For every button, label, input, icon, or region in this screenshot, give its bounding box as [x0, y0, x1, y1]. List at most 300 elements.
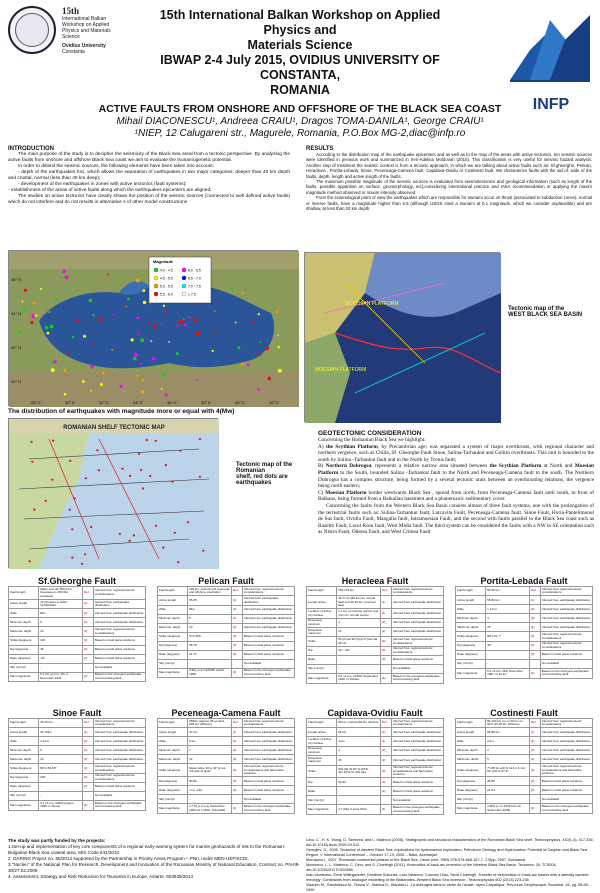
west-map-label: MOESIAN PLATFORM: [315, 367, 367, 373]
introduction-section: [8, 146, 290, 206]
fault-table-cell: Not available: [93, 792, 145, 801]
earthquake-dot: [47, 332, 50, 335]
earthquake-dot: [241, 363, 244, 366]
earthquake-dot: [133, 357, 136, 360]
intro-paragraph: The studies on active tectonics have clearly shown the position of the seismic sources (connected to well defined active faults) which do not interfere and do not results in alternative s of other model constructions: [8, 194, 290, 205]
fault-block: [8, 576, 146, 682]
earthquake-dot: [174, 532, 176, 534]
fault-table-cell: 125 km, assuming 8 segments and offshore orientation: [189, 586, 230, 595]
geotectonic-section: [318, 430, 594, 536]
fault-table-row: [307, 796, 444, 805]
fault-table-cell: Minimum depth: [9, 746, 39, 755]
fault-table-cell: 6.2 ml (no. 21300) September 1949, in Vidraru: [337, 674, 381, 683]
fault-table-cell: [3]: [82, 636, 93, 645]
fault-table-cell: 70 (Simplex in Gdivi-Lezhi/Kalai): [39, 599, 83, 608]
fault-table-cell: Based on fault plane solutions: [242, 632, 294, 641]
fault-table-cell: Based on fault plane solutions: [540, 786, 592, 795]
fault-table-cell: Strike: [307, 765, 337, 778]
earthquake-dot: [238, 346, 241, 349]
fault-table-cell: Based on fault plane solutions: [391, 778, 443, 787]
longitude-label: 28° E: [31, 400, 41, 405]
fault-table-cell: 80-90: [188, 777, 232, 786]
fault-table-cell: Based on the strongest earthquake occurred along fault: [242, 668, 294, 677]
fault-table-cell: 25: [486, 623, 530, 632]
fault-table-cell: 21-54: [486, 786, 530, 795]
fault-table-row: [158, 746, 295, 755]
earthquake-dot: [129, 475, 131, 477]
fault-table-cell: Strike (degrees): [456, 764, 486, 777]
earthquake-dot: [257, 388, 260, 391]
fault-table-cell: [3]: [529, 777, 540, 786]
fault-table-cell: Not available: [242, 795, 294, 804]
fault-table-cell: -1 to -160: [188, 786, 232, 795]
latitude-label: 46° N: [11, 277, 22, 282]
fault-table-cell: [82, 663, 93, 672]
fault-table-cell: [3]: [82, 645, 93, 654]
fault-table-row: [9, 783, 146, 792]
fault-table-cell: 35-40 km: [39, 719, 83, 728]
fault-table-cell: Inferred from earthquake distribution: [242, 605, 294, 614]
earthquake-dot: [69, 460, 71, 462]
fault-table-row: [158, 777, 295, 786]
fault-table-cell: Inferred from regional tectonic considerations: [540, 587, 592, 596]
legend-label: 5.5 - 6.0: [160, 292, 173, 297]
earthquake-dot: [276, 310, 279, 313]
earthquake-dot: [138, 333, 140, 335]
fault-table-cell: Inferred from regional tectonic considerations and fault plane solutions: [540, 764, 592, 777]
fault-table-cell: Based on the strongest earthquake occurred along fault: [242, 804, 294, 813]
legend-swatch: [182, 292, 186, 296]
fault-table-row: [9, 801, 146, 810]
fault-table-cell: [3]: [82, 773, 93, 782]
fault-table-cell: [1]: [82, 599, 93, 608]
west-basin-caption: Tectonic map of the WEST BLACK SEA BASIN: [508, 306, 583, 318]
fault-table-row: [307, 674, 444, 683]
fault-table-row: [456, 669, 593, 678]
earthquake-dot: [196, 379, 198, 381]
legend-label: 5.0 - 5.5: [160, 284, 173, 289]
earthquake-dot: [69, 509, 71, 511]
fault-table-cell: [3]: [380, 778, 391, 787]
fault-table-cell: Max magnitude: [307, 674, 337, 683]
fault-table-cell: Inferred from regional tectonic considerations: [391, 646, 443, 655]
earthquake-dot: [166, 311, 168, 313]
fault-table-cell: NW-SE (N 60° E-80°E, 30°-40°E for SW dip): [337, 765, 381, 778]
fault-table-cell: Dimension maximum: [307, 628, 337, 637]
earthquake-dot: [155, 440, 157, 442]
fault-table-cell: 35-90: [486, 777, 530, 786]
intro-paragraph: The main purpose of the study is to decipher the seismicity of the Black Sea areal from a tectonic perspective. By analyzing the active faults from onshore and offshore Black Sea coast we aim to evaluate the tsunamogenetic potential.: [8, 152, 290, 163]
results-paragraph: The maximum possible magnitude of the seismic sources is evaluated from seismotectonics and geological information (such as length of the faults, possible apparition on surface, geomorphology, etc),considering international practice and IAEA recommendation or applying the maxim magnitude method observed or maxim intensity observed.: [306, 179, 592, 195]
earthquake-dot: [161, 388, 163, 390]
results-paragraph: According to the distribution map of the earthquake epicenters and as well as to the map of the areas with active tectonics, ten seismic sources were identified in previous work and summarized in Iren-Adelina Moldovan (2015). This classification is very useful for seismic hazard analysis. Another step of treatment the seismic context is from a tectonic approach, in which we are talking about active faults such as: Sf.gheorghe, Pelican, Heracleea , Portita-Lebada, Sinoe, Peceneaga-Camena fault, Capidava-Ovidiu or Costinesti fault. We characterize faults with the aid of: wide of the faults, depth, length and active length of the faults.: [306, 152, 592, 179]
fault-table-cell: -90: [39, 654, 83, 663]
fault-table-cell: Minimum depth: [456, 614, 486, 623]
fault-table-cell: Dimension minimum: [307, 746, 337, 755]
fault-table-cell: 4 km: [337, 737, 381, 746]
results-heading: RESULTS: [306, 146, 334, 152]
fault-table-row: [158, 659, 295, 668]
fault-table-cell: Fault length: [456, 587, 486, 596]
earthquake-dot: [152, 357, 155, 360]
fault-table-cell: Based on fault plane solutions: [391, 656, 443, 665]
earthquake-dot: [177, 321, 179, 323]
fault-table-cell: Inferred from earthquake distribution: [391, 756, 443, 765]
funding-section: The study was partly funded by the projects: 1.Set-up and implementation of key core components of a regional early-warning system for marine geohazards of risk to the Romanian-Bulgarian Black Sea coastal area. MIS Code 641/2010. 2. DARING Project no. 69/2014 supported by the Partnership in Priority Areas Program – PNII, under MEN-UEFISCDI. 3."Nucleu" of the National Plan for Research, Development and Innovation of the Romanian Ministry of National Education, Contract no. PN-09-30/27.02.2009 4. Assessment, Strategy and Risk Reduction for Tsunamis in Europe, Astarte, 603839/2013: [8, 838, 300, 879]
fault-table-row: [9, 663, 146, 672]
fault-table-row: [9, 746, 146, 755]
fault-table-cell: Dip: [307, 778, 337, 787]
fault-table-cell: Inferred from earthquake distribution: [391, 737, 443, 746]
fault-table-row: [456, 804, 593, 813]
fault-table-cell: 45: [337, 756, 381, 765]
fault-table-header: [456, 587, 593, 596]
fault-table-cell: Rake (degrees): [456, 786, 486, 795]
fault-table-row: [307, 756, 444, 765]
earthquake-dot: [31, 441, 33, 443]
earthquake-dot: [187, 521, 189, 523]
fault-table-cell: Maximum depth: [9, 755, 39, 764]
fault-table-cell: Slip (mm/yr): [456, 660, 486, 669]
earthquake-dot: [231, 287, 233, 289]
earthquake-dot: [24, 289, 27, 292]
fault-table: [157, 718, 295, 814]
fault-table-cell: Ref: [529, 587, 540, 596]
fault-table-cell: 4: [337, 746, 381, 755]
fault-table: [8, 586, 146, 682]
fault-table-cell: Based on the strongest earthquake occurred along fault: [540, 804, 592, 813]
fault-table-cell: [1]: [380, 609, 391, 618]
fault-table-cell: 13: [188, 755, 232, 764]
fault-table-header: [158, 719, 295, 728]
earthquake-dot: [82, 380, 85, 383]
fault-table-cell: [380, 665, 391, 674]
fault-table-row: [456, 596, 593, 605]
fault-table-cell: -: [337, 656, 381, 665]
earthquake-dot: [93, 343, 95, 345]
fault-table-row: [9, 728, 146, 737]
earthquake-dot: [136, 375, 139, 378]
fault-table-row: [9, 627, 146, 636]
earthquake-dot: [266, 347, 269, 350]
earthquake-dot: [214, 310, 216, 312]
fault-table-cell: [2]: [231, 614, 242, 623]
earthquake-dot: [32, 314, 34, 316]
earthquake-dot: [165, 464, 167, 466]
earthquake-dot: [247, 363, 250, 366]
earthquake-dot: [260, 341, 262, 343]
fault-table-cell: Based on the strongest earthquake occurred along fault: [93, 801, 145, 810]
fault-table-cell: Based on fault plane solutions: [93, 783, 145, 792]
fault-table-cell: Inferred from regional tectonic considerations: [93, 587, 145, 600]
earthquake-dot: [98, 469, 100, 471]
earthquake-dot: [92, 314, 94, 316]
fault-table-cell: Inferred from earthquake distribution: [391, 746, 443, 755]
fault-table-cell: Not available: [391, 796, 443, 805]
longitude-label: 36° E: [167, 400, 177, 405]
fault-table-cell: Inferred from regional tectonic considerations and fault plane solutions: [242, 764, 294, 777]
fault-table-cell: Inferred from regional tectonic considerations: [93, 764, 145, 773]
fault-table-cell: Fault length: [307, 719, 337, 728]
fault-table-cell: Not available: [540, 795, 592, 804]
fault-table: [455, 718, 593, 814]
fault-table-cell: Inferred from earthquake distribution: [93, 609, 145, 618]
fault-table-cell: Wide: [158, 737, 188, 746]
earthquake-dot: [193, 318, 196, 321]
fault-table-cell: [3]: [82, 783, 93, 792]
west-black-sea-tectonic-map: [304, 252, 500, 422]
geotectonic-paragraph: C) Moesian Platform border westwards Black Sea , spread from north, from Peceneaga-Camena fault until south, in front of Balkans, being formed from a Baikalian basement and a phanerozoic sedimentary cover.: [318, 489, 595, 503]
fault-table-cell: [3]: [380, 637, 391, 646]
fault-table-cell: 5: [486, 755, 530, 764]
earthquake-dot: [45, 500, 47, 502]
fault-table-cell: 35-70km: [39, 728, 83, 737]
fault-table-cell: Rake (degrees): [158, 786, 188, 795]
fault-table-cell: Strike (degrees): [456, 632, 486, 641]
fault-table-row: [456, 632, 593, 641]
earthquake-dot: [139, 378, 142, 381]
fault-table-cell: 265km (approx 25 on land; 235 km offshore): [188, 719, 232, 728]
fault-table-row: [456, 641, 593, 650]
romanian-map-banner: ROMANIAN SHELF TECTONIC MAP: [63, 425, 165, 431]
fault-table-cell: [3]: [231, 632, 242, 641]
fault-table-cell: NP1-51,7°: [486, 632, 530, 641]
romanian-shelf-caption: Tectonic map of the Romanian shelf, red dots are earthquakes: [236, 462, 293, 486]
fault-table-cell: Based on the strongest earthquake occurred along fault: [540, 669, 592, 678]
earthquake-dot: [183, 318, 185, 320]
fault-table-cell: 55-65: [188, 596, 232, 605]
fault-table-cell: [3]: [380, 765, 391, 778]
longitude-label: 38° E: [201, 400, 211, 405]
paper-title: ACTIVE FAULTS FROM ONSHORE AND OFFSHORE OF THE BLACK SEA COAST: [98, 103, 502, 115]
earthquake-dot: [126, 306, 128, 308]
fault-table-cell: Inferred from earthquake distribution: [540, 746, 592, 755]
fault-table-cell: -: [486, 651, 530, 660]
fault-table-row: [307, 805, 444, 814]
fault-table-row: [158, 728, 295, 737]
fault-table-cell: Not available: [391, 665, 443, 674]
fault-table-cell: Rake: [307, 656, 337, 665]
fault-table-cell: Inferred from regional tectonic considerations: [540, 719, 592, 728]
fault-table-cell: Based on fault plane solutions: [93, 645, 145, 654]
fault-table-row: [307, 609, 444, 618]
earthquake-dot: [134, 353, 138, 357]
earthquake-dot: [119, 533, 121, 535]
fault-table-cell: [2]: [231, 755, 242, 764]
earthquake-dot: [212, 350, 214, 352]
earthquake-dot: [176, 352, 179, 355]
fault-table-row: [9, 672, 146, 681]
geotectonic-heading: GEOTECTONIC CONSIDERATION: [318, 430, 422, 437]
fault-table: [306, 718, 444, 815]
legend-swatch: [182, 268, 186, 272]
earthquake-dot: [147, 322, 149, 324]
earthquake-dot: [119, 385, 122, 388]
fault-table-cell: [2]: [82, 755, 93, 764]
earthquake-dot: [62, 270, 66, 274]
fault-table-cell: [2]: [529, 623, 540, 632]
fault-table-cell: Inferred from earthquake distribution: [540, 755, 592, 764]
fault-table-row: [456, 795, 593, 804]
fault-table-header: [456, 719, 593, 728]
fault-table-cell: [3]: [231, 641, 242, 650]
earthquake-dot: [54, 298, 57, 301]
earthquake-dot: [69, 308, 71, 310]
fault-table-cell: Not available: [540, 660, 592, 669]
fault-table-cell: Inferred from earthquake distribution: [391, 609, 443, 618]
fault-table-cell: Active length: [456, 596, 486, 605]
fault-table-cell: 10: [188, 623, 232, 632]
fault-table-row: [307, 787, 444, 796]
legend-label: 6.0 - 6.5: [188, 268, 201, 273]
fault-table-cell: Length active: [307, 596, 337, 609]
earthquake-dot: [140, 469, 142, 471]
fault-table-cell: Minimum depth: [158, 746, 188, 755]
earthquake-dot: [18, 331, 21, 334]
legend-swatch: [154, 292, 158, 296]
legend-swatch: [154, 284, 158, 288]
earthquake-dot: [196, 332, 200, 336]
fault-block: [455, 708, 593, 814]
fault-table-cell: Based on the strongest earthquake occurred along fault: [391, 805, 443, 814]
fault-table-cell: 47 km: [188, 728, 232, 737]
fault-table-cell: -: [39, 663, 83, 672]
earthquake-dot: [90, 390, 92, 392]
fault-table-row: [9, 755, 146, 764]
fault-table-cell: Inferred from earthquake distribution: [391, 596, 443, 609]
fault-table-cell: [4]: [529, 669, 540, 678]
fault-table-cell: Inferred from earthquake distribution: [242, 746, 294, 755]
fault-table-cell: -: [486, 795, 530, 804]
university-seal-logo: [8, 6, 56, 54]
fault-table-cell: [2]: [231, 737, 242, 746]
earthquake-distribution-map: [8, 250, 298, 406]
fault-table-cell: 64 km: [337, 728, 381, 737]
fault-table-cell: Slip (mm/yr): [307, 665, 337, 674]
fault-table-header: [9, 719, 146, 728]
fault-table-cell: Ref: [82, 719, 93, 728]
fault-table-row: [307, 646, 444, 655]
fault-table-cell: [2]: [529, 746, 540, 755]
fault-table-row: [9, 645, 146, 654]
earthquake-dot: [140, 338, 144, 342]
earthquake-dot: [33, 302, 36, 305]
fault-table-cell: ST2-265: [188, 632, 232, 641]
earthquake-dot: [84, 553, 86, 555]
romanian-shelf-tectonic-map: [8, 418, 218, 568]
fault-table-cell: Location of active (or) surface: [307, 609, 337, 618]
fault-table-cell: [2]: [82, 609, 93, 618]
earthquake-dot: [96, 449, 98, 451]
fault-table-row: [9, 773, 146, 782]
longitude-label: 42° E: [269, 400, 279, 405]
fault-table-cell: [2]: [82, 746, 93, 755]
earthquake-dot: [277, 335, 279, 337]
fault-table-cell: Based on fault plane solutions: [242, 650, 294, 659]
fault-table-cell: 60-90: [337, 778, 381, 787]
earthquake-dot: [64, 393, 67, 396]
fault-table-header: [307, 719, 444, 728]
fault-table: [306, 586, 444, 684]
fault-table-cell: Inferred from regional tectonic considerations: [391, 637, 443, 646]
earthquake-dot: [121, 468, 123, 470]
earthquake-dot: [54, 360, 57, 363]
earthquake-dot: [278, 369, 282, 373]
fault-table-cell: 10P: [39, 773, 83, 782]
fault-table-row: [158, 755, 295, 764]
fault-table-cell: 1-2 km: [39, 737, 83, 746]
map-legend: [149, 257, 211, 303]
fault-table-cell: -: [39, 792, 83, 801]
fault-table-cell: Ref: [529, 719, 540, 728]
fault-table-row: [158, 596, 295, 605]
longitude-label: 30° E: [65, 400, 75, 405]
earthquake-dot: [52, 440, 54, 442]
earthquake-dot: [268, 377, 271, 380]
fault-block: [306, 708, 444, 815]
fault-table-cell: Maximum depth: [9, 627, 39, 636]
fault-table-cell: [380, 796, 391, 805]
fault-block: [157, 576, 295, 678]
fault-table-cell: Slip (mm/yr): [158, 659, 188, 668]
legend-title: Magnitude: [153, 259, 173, 264]
fault-table-cell: Maximum depth: [456, 623, 486, 632]
geotectonic-paragraph: Concerning the Romanian Black Sea we highlight:: [318, 437, 426, 443]
fault-table-row: [456, 728, 593, 737]
workshop-logo: 15th International Balkan Workshop on Applied Physics and Materials Science Ovidius University Constanta: [62, 6, 111, 55]
fault-table-cell: [1]: [380, 737, 391, 746]
fault-table-cell: [2]: [380, 746, 391, 755]
fault-table-cell: Dip (degrees): [456, 777, 486, 786]
latitude-label: 42° N: [11, 345, 22, 350]
fault-tables-row-2: [8, 708, 594, 836]
fault-table-cell: [4]: [231, 668, 242, 677]
earthquake-dot: [235, 322, 237, 324]
earthquake-dot: [180, 320, 183, 323]
earthquake-dot: [136, 317, 139, 320]
fault-table-cell: Based on fault plane solutions: [540, 777, 592, 786]
earthquake-dot: [85, 477, 87, 479]
fault-title: Pelican Fault: [198, 576, 254, 586]
earthquake-dot: [229, 357, 231, 359]
fault-table-row: [307, 637, 444, 646]
fault-table-cell: Based on fault plane solutions: [93, 636, 145, 645]
fault-table-cell: Dip: [307, 646, 337, 655]
fault-table-row: [307, 737, 444, 746]
fault-table-cell: Max magnitude: [456, 669, 486, 678]
fault-table-cell: Strike (degrees): [9, 636, 39, 645]
fault-table-cell: Ref: [82, 587, 93, 600]
fault-table-cell: Ref: [380, 587, 391, 596]
legend-label: 7.0 - 7.5: [188, 284, 201, 289]
fault-table-row: [307, 746, 444, 755]
intro-paragraph: - establishment of the areas of active faults along which the earthquakes epicenters are aligned;: [8, 188, 212, 193]
fault-table-cell: [2]: [380, 618, 391, 627]
fault-table-cell: Inferred from earthquake distribution: [93, 737, 145, 746]
earthquake-dot: [138, 453, 140, 455]
fault-table-cell: Inferred from regional tectonic considerations: [93, 773, 145, 782]
fault-table-cell: Dimension minimum: [307, 618, 337, 627]
fault-table-cell: Length active: [307, 728, 337, 737]
earthquake-dot: [51, 368, 55, 372]
fault-table-row: [158, 641, 295, 650]
fault-table-row: [456, 764, 593, 777]
fault-table-cell: -: [188, 795, 232, 804]
fault-table-cell: 55-65 km: [486, 587, 530, 596]
latitude-label: 40° N: [11, 379, 22, 384]
earthquake-dot: [111, 349, 113, 351]
fault-block: [157, 708, 295, 814]
